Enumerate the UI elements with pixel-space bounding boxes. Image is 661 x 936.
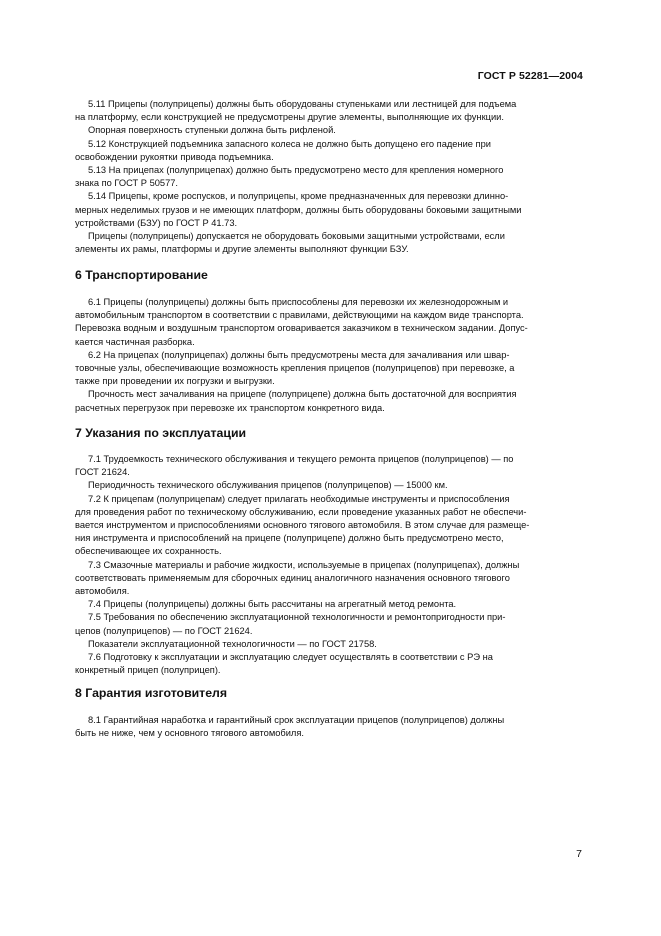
text-line: конкретный прицеп (полуприцеп). [75, 665, 221, 676]
text-line: 7.5 Требования по обеспечению эксплуатационной технологичности и ремонтопригодности при- [88, 612, 506, 623]
text-line: Перевозка водным и воздушным транспортом оговаривается заказчиком в техническом задании. Допус- [75, 323, 528, 334]
text-line: расчетных перегрузок при перевозке их транспортом конкретного вида. [75, 402, 385, 413]
text-line: 7.6 Подготовку к эксплуатации и эксплуатацию следует осуществлять в соответствии с РЭ на [88, 652, 493, 663]
clauses-5-block [75, 98, 583, 256]
text-line: Опорная поверхность ступеньки должна быть рифленой. [88, 125, 336, 136]
text-line: ния инструмента и приспособлений на прицепе (полуприцепе) должно быть предусмотрено место, [75, 533, 504, 544]
page-number: 7 [576, 848, 582, 860]
text-line: 5.13 На прицепах (полуприцепах) должно быть предусмотрено место для крепления номерного [88, 165, 504, 176]
text-line: Прицепы (полуприцепы) допускается не оборудовать боковыми защитными устройствами, если [88, 231, 505, 242]
text-line: 6.1 Прицепы (полуприцепы) должны быть приспособлены для перевозки их железнодорожным и [88, 297, 509, 307]
text-line: для проведения работ по техническому обслуживанию, если проведение указанных работ не обеспечи- [75, 506, 527, 517]
text-line: соответствовать применяемым для сборочных единиц аналогичного назначения основного тягового [75, 572, 510, 583]
text-line: 5.12 Конструкцией подъемника запасного колеса не должно быть допущено его падение при [88, 138, 491, 149]
text-line: 6.2 На прицепах (полуприцепах) должны быть предусмотрены места для зачаливания или швар- [88, 349, 510, 360]
text-line: на платформу, если конструкцией не предусмотрены другие элементы, выполняющие их функции. [75, 112, 504, 123]
text-line: Периодичность технического обслуживания прицепов (полуприцепов) — 15000 км. [88, 480, 448, 491]
text-line: кается частичная разборка. [75, 336, 195, 347]
section-6-heading: 6 Транспортирование [75, 268, 208, 282]
text-line: вается инструментом и приспособлениями основного тягового автомобиля. В этом случае для размеще- [75, 520, 530, 531]
text-line: мерных неделимых грузов и не имеющих платформ, должны быть оборудованы боковыми защитными [75, 204, 522, 215]
document-code: ГОСТ Р 52281—2004 [477, 70, 583, 82]
text-line: 7.3 Смазочные материалы и рабочие жидкости, используемые в прицепах (полуприцепах), должны [88, 559, 520, 570]
text-line: товочные узлы, обеспечивающие возможность крепления прицепов (полуприцепов) при перевозке, а [75, 363, 515, 374]
text-line: автомобильным транспортом в соответствии с правилами, действующими на каждом виде транспорта. [75, 310, 524, 321]
text-line: освобождении рукоятки привода подъемника. [75, 151, 274, 162]
text-line: 7.1 Трудоемкость технического обслуживания и текущего ремонта прицепов (полуприцепов) — по [88, 454, 514, 464]
text-line: обеспечивающее их сохранность. [75, 546, 222, 557]
text-line: 5.14 Прицепы, кроме роспусков, и полуприцепы, кроме предназначенных для перевозки длинно- [88, 191, 509, 202]
text-line: 7.2 К прицепам (полуприцепам) следует прилагать необходимые инструменты и приспособления [88, 493, 510, 504]
section-7-heading: 7 Указания по эксплуатации [75, 426, 247, 440]
text-line: ГОСТ 21624. [75, 467, 130, 478]
text-line: Показатели эксплуатационной технологичности — по ГОСТ 21758. [88, 638, 377, 649]
text-line: цепов (полуприцепов) — по ГОСТ 21624. [75, 625, 253, 636]
section-6-body [75, 296, 583, 415]
text-line: автомобиля. [75, 586, 130, 597]
text-line: знака по ГОСТ Р 50577. [75, 178, 179, 189]
text-line: устройствами (БЗУ) по ГОСТ Р 41.73. [75, 217, 238, 228]
text-line: быть не ниже, чем у основного тягового автомобиля. [75, 728, 304, 739]
section-7-body [75, 453, 583, 677]
section-8-heading: 8 Гарантия изготовителя [75, 686, 228, 700]
text-line: также при проведении их погрузки и выгрузки. [75, 376, 275, 387]
text-line: 7.4 Прицепы (полуприцепы) должны быть рассчитаны на агрегатный метод ремонта. [88, 599, 457, 610]
section-8-body [75, 714, 583, 740]
text-line: Прочность мест зачаливания на прицепе (полуприцепе) должна быть достаточной для восприятия [88, 389, 517, 400]
text-line: 5.11 Прицепы (полуприцепы) должны быть оборудованы ступеньками или лестницей для подъема [88, 99, 517, 109]
text-line: элементы их рамы, платформы и другие элементы выполняют функции БЗУ. [75, 244, 409, 255]
text-line: 8.1 Гарантийная наработка и гарантийный срок эксплуатации прицепов (полуприцепов) должны [88, 715, 505, 725]
